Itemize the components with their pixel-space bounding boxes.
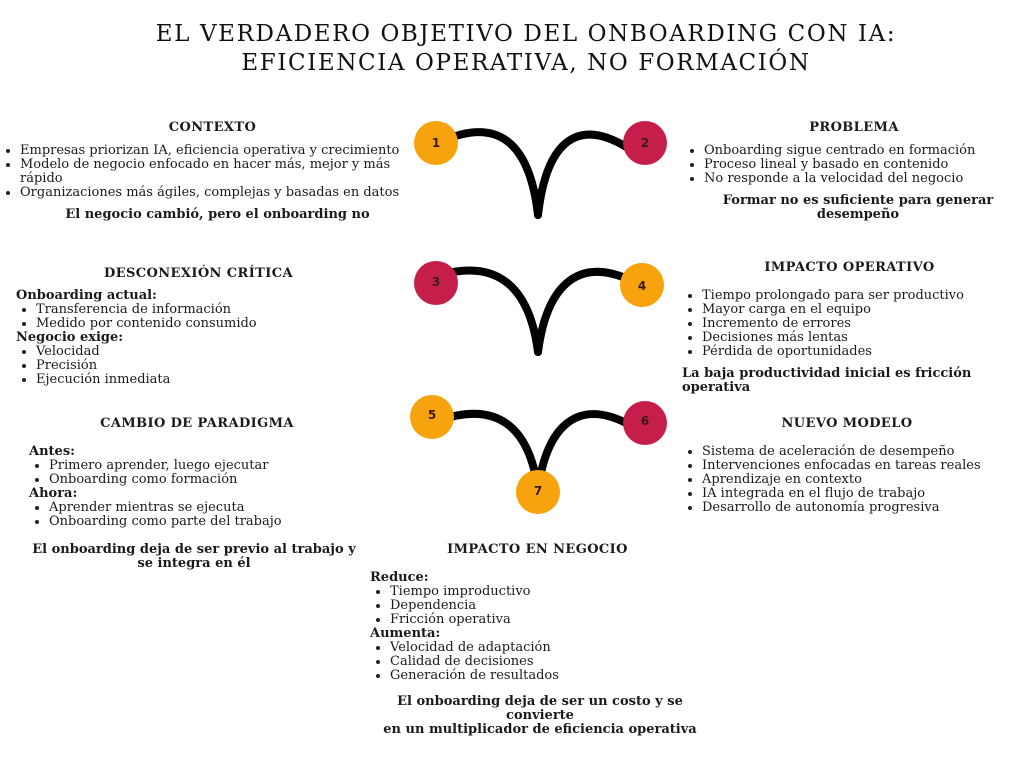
list-item: Transferencia de información — [16, 303, 396, 317]
problema-conclusion: Formar no es suficiente para generar desempeño — [722, 193, 994, 222]
impacto-negocio-heading: IMPACTO EN NEGOCIO — [447, 542, 628, 557]
node-7 — [516, 470, 560, 514]
impacto-negocio-conclusion-line-2: en un multiplicador de eficiencia operativa — [383, 722, 697, 737]
impacto-negocio-list-aumenta — [370, 641, 710, 683]
section-nuevo-modelo — [682, 417, 1024, 515]
node-5-number: 5 — [427, 408, 437, 422]
cambio-list-ahora — [29, 501, 399, 529]
list-item: Calidad de decisiones — [370, 655, 710, 669]
desconexion-list-negocio — [16, 345, 396, 387]
section-impacto-operativo — [682, 261, 1024, 395]
list-item: No responde a la velocidad del negocio — [684, 172, 1024, 186]
section-impacto-negocio — [370, 543, 710, 737]
nuevo-modelo-list — [682, 445, 1024, 515]
problema-heading: PROBLEMA — [809, 120, 899, 135]
impacto-negocio-label-aumenta: Aumenta: — [370, 626, 441, 641]
impacto-negocio-label-reduce: Reduce: — [370, 570, 429, 585]
node-6 — [623, 401, 667, 445]
list-item: Fricción operativa — [370, 613, 710, 627]
node-1 — [414, 121, 458, 165]
contexto-heading: CONTEXTO — [168, 120, 257, 135]
section-desconexion — [16, 267, 396, 387]
impacto-negocio-conclusion — [370, 695, 710, 737]
title-line-2: EFICIENCIA OPERATIVA, NO FORMACIÓN — [241, 50, 811, 76]
node-1-number: 1 — [431, 136, 441, 150]
node-4-number: 4 — [637, 279, 647, 293]
list-item: Precisión — [16, 359, 396, 373]
list-item: Tiempo prolongado para ser productivo — [682, 289, 1024, 303]
section-contexto — [10, 121, 410, 222]
list-item: Generación de resultados — [370, 669, 710, 683]
list-item: Organizaciones más ágiles, complejas y basadas en datos — [0, 186, 410, 200]
list-item: Onboarding sigue centrado en formación — [684, 144, 1024, 158]
cambio-heading: CAMBIO DE PARADIGMA — [100, 416, 294, 431]
impacto-negocio-list-reduce — [370, 585, 710, 627]
desconexion-label-actual: Onboarding actual: — [16, 288, 157, 303]
list-item: Pérdida de oportunidades — [682, 345, 1024, 359]
contexto-conclusion: El negocio cambió, pero el onboarding no — [65, 207, 370, 222]
title-line-1: EL VERDADERO OBJETIVO DEL ONBOARDING CON IA: — [155, 21, 897, 47]
impacto-negocio-conclusion-line-1: El onboarding deja de ser un costo y se convierte — [397, 694, 683, 723]
node-6-number: 6 — [640, 414, 650, 428]
list-item: Incremento de errores — [682, 317, 1024, 331]
problema-list — [684, 144, 1024, 186]
cambio-conclusion: El onboarding deja de ser previo al trabajo y se integra en él — [32, 542, 356, 571]
curve-2 — [538, 135, 628, 215]
impacto-operativo-heading: IMPACTO OPERATIVO — [764, 260, 935, 275]
list-item: Onboarding como formación — [29, 473, 399, 487]
node-3 — [414, 261, 458, 305]
list-item: IA integrada en el flujo de trabajo — [682, 487, 1024, 501]
node-2 — [623, 121, 667, 165]
list-item: Empresas priorizan IA, eficiencia operativa y crecimiento — [0, 144, 410, 158]
node-3-number: 3 — [431, 275, 441, 289]
cambio-label-ahora: Ahora: — [29, 486, 78, 501]
list-item: Velocidad de adaptación — [370, 641, 710, 655]
list-item: Ejecución inmediata — [16, 373, 396, 387]
nuevo-modelo-heading: NUEVO MODELO — [781, 416, 913, 431]
list-item: Modelo de negocio enfocado en hacer más, mejor y más rápido — [0, 158, 410, 186]
cambio-list-antes — [29, 459, 399, 487]
impacto-operativo-conclusion: La baja productividad inicial es fricción operativa — [682, 366, 972, 395]
desconexion-label-negocio: Negocio exige: — [16, 330, 124, 345]
list-item: Aprendizaje en contexto — [682, 473, 1024, 487]
list-item: Aprender mientras se ejecuta — [29, 501, 399, 515]
list-item: Decisiones más lentas — [682, 331, 1024, 345]
node-7-number: 7 — [533, 484, 543, 498]
section-problema — [684, 121, 1024, 222]
list-item: Velocidad — [16, 345, 396, 359]
node-5 — [410, 395, 454, 439]
list-item: Onboarding como parte del trabajo — [29, 515, 399, 529]
desconexion-heading: DESCONEXIÓN CRÍTICA — [104, 266, 293, 281]
list-item: Tiempo improductivo — [370, 585, 710, 599]
contexto-list — [0, 144, 410, 200]
impacto-operativo-list — [682, 289, 1024, 359]
section-cambio-paradigma — [29, 417, 399, 571]
list-item: Intervenciones enfocadas en tareas reales — [682, 459, 1024, 473]
list-item: Primero aprender, luego ejecutar — [29, 459, 399, 473]
node-4 — [620, 263, 664, 307]
list-item: Desarrollo de autonomía progresiva — [682, 501, 1024, 515]
node-2-number: 2 — [640, 136, 650, 150]
cambio-label-antes: Antes: — [29, 444, 75, 459]
list-item: Medido por contenido consumido — [16, 317, 396, 331]
list-item: Proceso lineal y basado en contenido — [684, 158, 1024, 172]
desconexion-list-actual — [16, 303, 396, 331]
curve-4 — [538, 272, 630, 352]
list-item: Dependencia — [370, 599, 710, 613]
list-item: Mayor carga en el equipo — [682, 303, 1024, 317]
list-item: Sistema de aceleración de desempeño — [682, 445, 1024, 459]
